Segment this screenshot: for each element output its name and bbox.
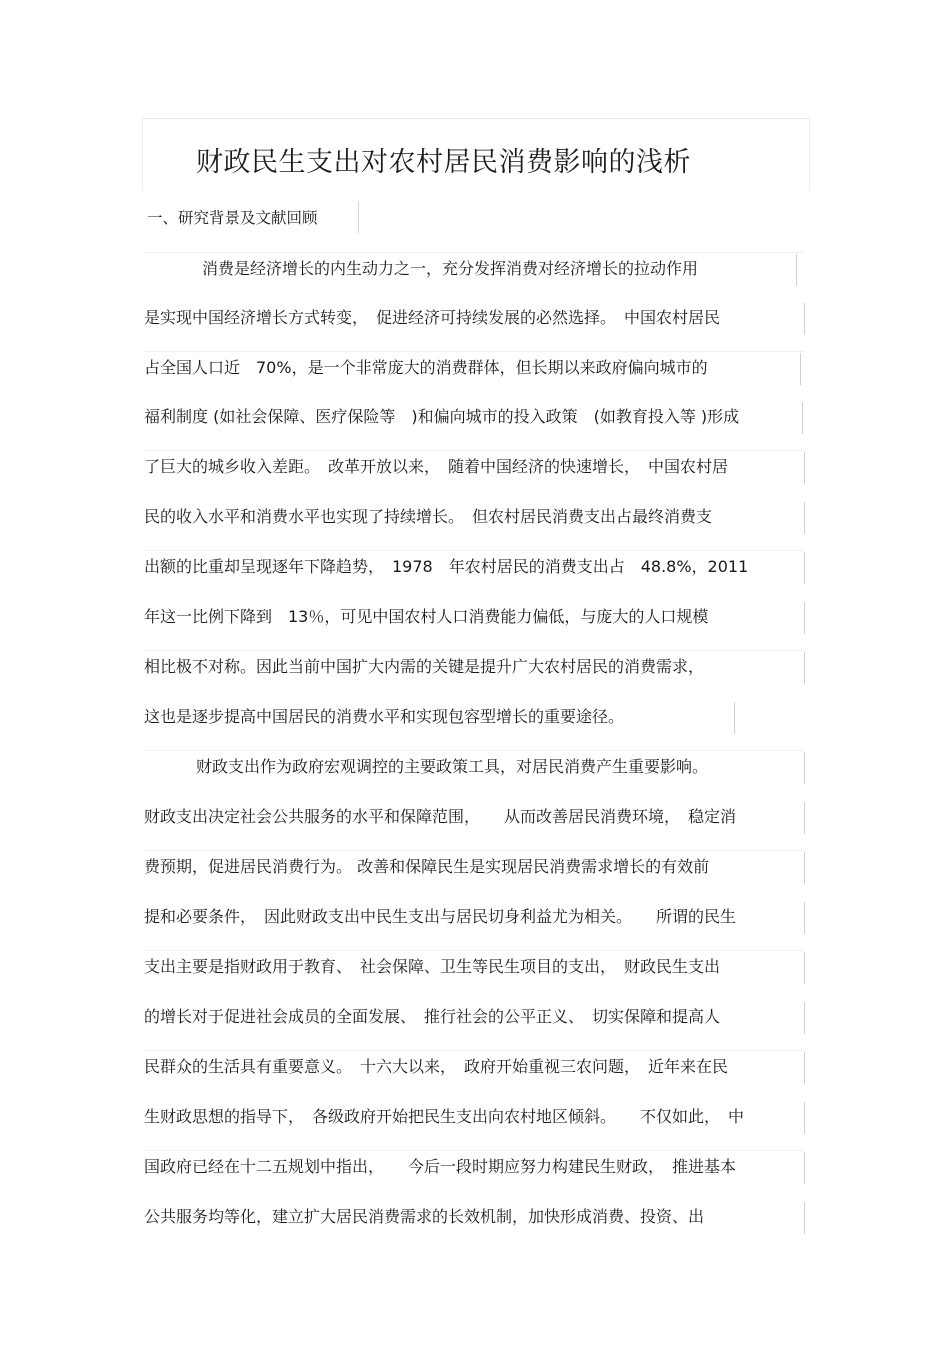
paragraph-line: 财政支出作为政府宏观调控的主要政策工具，对居民消费产生重要影响。 (144, 750, 804, 800)
paragraph-line: 相比极不对称。因此当前中国扩大内需的关键是提升广大农村居民的消费需求， (144, 650, 804, 700)
section-heading: 一、研究背景及文献回顾 (147, 209, 318, 227)
paragraph-line: 福利制度 (如社会保障、医疗保险等 )和偏向城市的投入政策 (如教育投入等 )形成 (144, 400, 804, 450)
paragraph-line: 民的收入水平和消费水平也实现了持续增长。 但农村居民消费支出占最终消费支 (144, 500, 804, 550)
paragraph-line: 出额的比重却呈现逐年下降趋势， 1978 年农村居民的消费支出占 48.8%，2011 (144, 550, 804, 600)
paragraph-line: 提和必要条件， 因此财政支出中民生支出与居民切身利益尤为相关。 所谓的民生 (144, 900, 804, 950)
paragraph-line: 民群众的生活具有重要意义。 十六大以来， 政府开始重视三农问题， 近年来在民 (144, 1050, 804, 1100)
paragraph-line: 生财政思想的指导下， 各级政府开始把民生支出向农村地区倾斜。 不仅如此， 中 (144, 1100, 804, 1150)
paragraph-line: 年这一比例下降到 13％，可见中国农村人口消费能力偏低，与庞大的人口规模 (144, 600, 804, 650)
paragraph-line: 了巨大的城乡收入差距。 改革开放以来， 随着中国经济的快速增长， 中国农村居 (144, 450, 804, 500)
paragraph-line: 财政支出决定社会公共服务的水平和保障范围， 从而改善居民消费环境， 稳定消 (144, 800, 804, 850)
paragraph-line: 消费是经济增长的内生动力之一，充分发挥消费对经济增长的拉动作用 (144, 252, 804, 302)
paragraph-line: 支出主要是指财政用于教育、 社会保障、卫生等民生项目的支出， 财政民生支出 (144, 950, 804, 1000)
paragraph-line: 公共服务均等化，建立扩大居民消费需求的长效机制，加快形成消费、投资、出 (144, 1200, 804, 1250)
paragraph-line: 国政府已经在十二五规划中指出， 今后一段时期应努力构建民生财政， 推进基本 (144, 1150, 804, 1200)
document-title: 财政民生支出对农村居民消费影响的浅析 (196, 147, 691, 178)
paragraph-line: 这也是逐步提高中国居民的消费水平和实现包容型增长的重要途径。 (144, 700, 804, 750)
paragraph-line: 费预期，促进居民消费行为。 改善和保障民生是实现居民消费需求增长的有效前 (144, 850, 804, 900)
paragraph-line: 的增长对于促进社会成员的全面发展、 推行社会的公平正义、 切实保障和提高人 (144, 1000, 804, 1050)
paragraph-line: 占全国人口近 70%，是一个非常庞大的消费群体，但长期以来政府偏向城市的 (144, 351, 804, 401)
paragraph-line: 是实现中国经济增长方式转变， 促进经济可持续发展的必然选择。 中国农村居民 (144, 301, 804, 351)
